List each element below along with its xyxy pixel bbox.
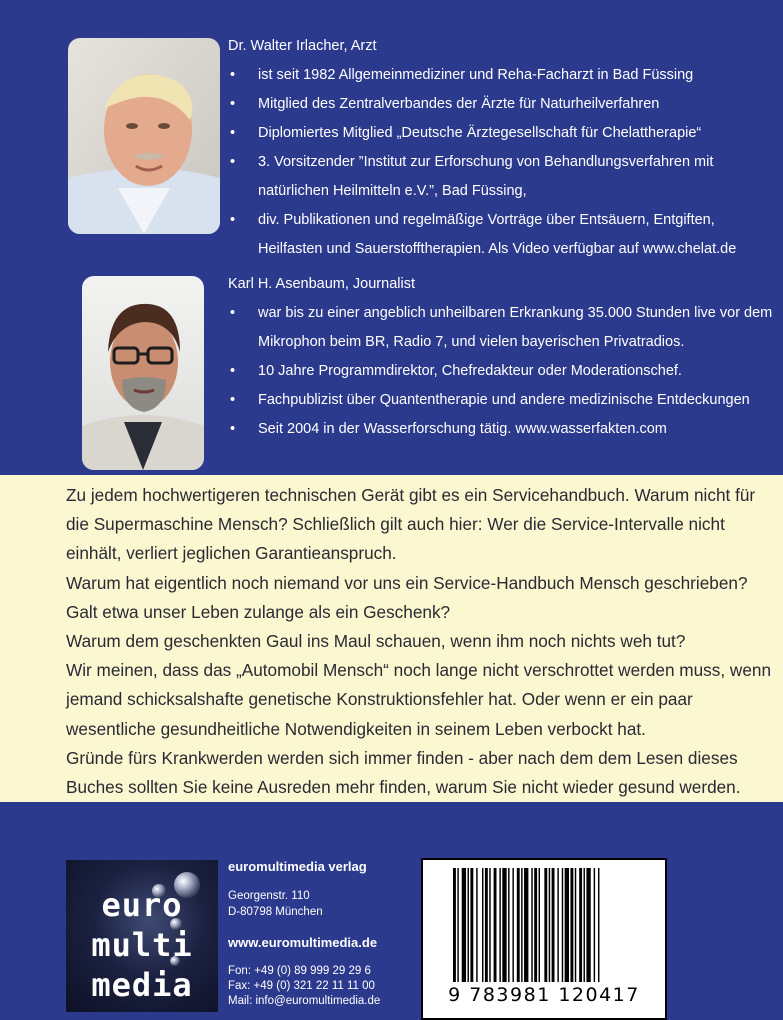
publisher-fax: Fax: +49 (0) 321 22 11 11 00 [228, 980, 375, 992]
book-blurb [0, 475, 783, 802]
barcode-bar [549, 868, 550, 982]
credential-item: • Diplomiertes Mitglied „Deutsche Ärztegesellschaft für Chelattherapie“ [228, 119, 776, 148]
portrait-image [82, 276, 204, 470]
credential-item: • 3. Vorsitzender ”Institut zur Erforschung von Behandlungsverfahren mit natürlichen Heilmitteln e.V.”, Bad Füssing, [228, 148, 776, 206]
barcode-bar [570, 868, 573, 982]
blurb-paragraph: Warum dem geschenkten Gaul ins Maul schauen, wenn ihm noch nichts weh tut? [66, 631, 686, 652]
barcode-bar [579, 868, 582, 982]
barcode-bar [552, 868, 555, 982]
barcode-bar [457, 868, 458, 982]
publisher-logo [66, 860, 218, 1012]
barcode-bar [557, 868, 558, 982]
credential-item: • Fachpublizist über Quantentherapie und andere medizinische Entdeckungen [228, 386, 776, 415]
publisher-name: euromultimedia verlag [228, 859, 367, 874]
barcode-bar [462, 868, 466, 982]
barcode-bar [521, 868, 522, 982]
portrait-image [68, 38, 220, 234]
publisher-phone: Fon: +49 (0) 89 999 29 29 6 [228, 965, 371, 977]
barcode-bar [531, 868, 532, 982]
barcode-bar [586, 868, 590, 982]
author-credentials-list [228, 61, 776, 264]
publisher-street: Georgenstr. 110 [228, 890, 310, 902]
barcode-bar [485, 868, 488, 982]
barcode-bar [562, 868, 563, 982]
barcode-bar [453, 868, 456, 982]
barcode-bar [508, 868, 509, 982]
publisher-city: D-80798 München [228, 906, 323, 918]
logo-word-multi: multi [91, 926, 193, 964]
barcode-bar [512, 868, 513, 982]
credential-item: • war bis zu einer angeblich unheilbaren Erkrankung 35.000 Stunden live vor dem Mikrophon beim BR, Radio 7, und vielen bayerischen Privatradios. [228, 299, 776, 357]
isbn-number: 9 783981 120417 [448, 984, 640, 1006]
publisher-website: www.euromultimedia.de [228, 935, 378, 950]
author-name: Dr. Walter Irlacher, Arzt [228, 38, 377, 54]
barcode-bar [502, 868, 506, 982]
barcode-bar [594, 868, 595, 982]
barcode-bar [598, 868, 599, 982]
author-name: Karl H. Asenbaum, Journalist [228, 276, 415, 292]
credential-item: • div. Publikationen und regelmäßige Vorträge über Entsäuern, Entgiften, Heilfasten und Sauerstofftherapien. Als Video verfügbar auf www.chelat.de [228, 206, 776, 264]
barcode-bar [482, 868, 483, 982]
barcode-bars-icon [453, 868, 635, 982]
barcode-bar [584, 868, 585, 982]
barcode-bar [539, 868, 540, 982]
barcode-bar [517, 868, 520, 982]
publisher-mail: Mail: info@euromultimedia.de [228, 995, 381, 1007]
credential-item: • Seit 2004 in der Wasserforschung tätig. www.wasserfakten.com [228, 415, 776, 444]
barcode-bar [534, 868, 537, 982]
author-bio-irlacher [228, 32, 776, 264]
blurb-paragraph: Zu jedem hochwertigeren technischen Gerät gibt es ein Servicehandbuch. Warum nicht für die Supermaschine Mensch? Schließlich gilt auch hier: Wer die Service-Intervalle nicht einhält, verliert jeglichen Garantieanspruch. [66, 485, 756, 564]
author-credentials-list [228, 299, 776, 444]
barcode-bar [468, 868, 469, 982]
author-photo-asenbaum [82, 276, 204, 470]
barcode-bar [489, 868, 490, 982]
publisher-info [228, 858, 428, 1009]
isbn-barcode [421, 858, 667, 1020]
barcode-bar [470, 868, 473, 982]
barcode-bar [575, 868, 576, 982]
barcode-bar [524, 868, 528, 982]
blurb-paragraph: Gründe fürs Krankwerden werden sich immer finden - aber nach dem dem Lesen dieses Buches sollten Sie keine Ausreden mehr finden, warum Sie nicht wieder gesund werden. [66, 747, 741, 798]
author-photo-irlacher [68, 38, 220, 234]
logo-word-media: media [91, 966, 193, 1004]
logo-word-euro: euro [101, 886, 183, 924]
blurb-paragraph: Warum hat eigentlich noch niemand vor uns ein Service-Handbuch Mensch geschrieben? Galt etwa unser Leben zulange als ein Geschenk? [66, 572, 748, 622]
author-bio-asenbaum [228, 270, 776, 444]
credential-item: • Mitglied des Zentralverbandes der Ärzte für Naturheilverfahren [228, 90, 776, 119]
blurb-paragraph: Wir meinen, dass das „Automobil Mensch“ noch lange nicht verschrottet werden muss, wenn jemand schicksalshafte genetische Konstruktionsfehler hat. Oder wenn er ein paar wesentliche gesundheitliche Notwendigkeiten in seinem Leben verbockt hat. [66, 660, 772, 739]
barcode-bar [565, 868, 569, 982]
barcode-bar [544, 868, 547, 982]
credential-item: • 10 Jahre Programmdirektor, Chefredakteur oder Moderationschef. [228, 357, 776, 386]
credential-item: • ist seit 1982 Allgemeinmediziner und Reha-Facharzt in Bad Füssing [228, 61, 776, 90]
barcode-bar [476, 868, 477, 982]
barcode-bar [494, 868, 497, 982]
barcode-bar [499, 868, 500, 982]
